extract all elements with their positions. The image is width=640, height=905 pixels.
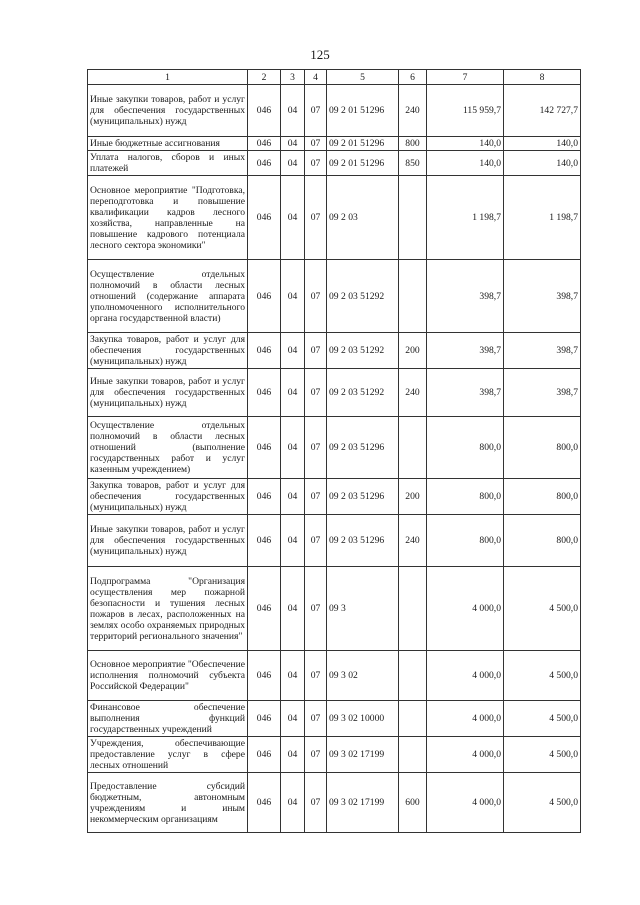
row-target-code: 09 3 02 17199 (327, 773, 399, 833)
row-section: 04 (281, 333, 305, 369)
row-admin-code: 046 (248, 85, 281, 137)
row-target-code: 09 3 02 10000 (327, 701, 399, 737)
row-target-code: 09 2 03 (327, 176, 399, 260)
row-amount-year1: 4 000,0 (427, 651, 504, 701)
row-section: 04 (281, 567, 305, 651)
column-header: 6 (399, 70, 427, 85)
row-target-code: 09 2 03 51296 (327, 417, 399, 479)
table-row (88, 701, 581, 737)
row-amount-year2: 398,7 (504, 333, 581, 369)
row-name: Иные бюджетные ассигнования (88, 137, 248, 151)
row-admin-code: 046 (248, 417, 281, 479)
row-amount-year1: 140,0 (427, 137, 504, 151)
row-admin-code: 046 (248, 333, 281, 369)
row-subsection: 07 (305, 567, 327, 651)
row-amount-year1: 398,7 (427, 333, 504, 369)
row-subsection: 07 (305, 137, 327, 151)
row-section: 04 (281, 417, 305, 479)
row-amount-year1: 140,0 (427, 151, 504, 176)
row-target-code: 09 2 03 51292 (327, 369, 399, 417)
column-header: 5 (327, 70, 399, 85)
row-name: Учреждения, обеспечивающие предоставление услуг в сфере лесных отношений (88, 737, 248, 773)
column-header: 8 (504, 70, 581, 85)
row-amount-year1: 4 000,0 (427, 737, 504, 773)
table-row (88, 137, 581, 151)
row-amount-year1: 398,7 (427, 369, 504, 417)
row-expense-type: 240 (399, 515, 427, 567)
row-subsection: 07 (305, 479, 327, 515)
row-subsection: 07 (305, 515, 327, 567)
table-row (88, 417, 581, 479)
row-target-code: 09 3 02 17199 (327, 737, 399, 773)
row-expense-type: 600 (399, 773, 427, 833)
table-row (88, 176, 581, 260)
table-row (88, 260, 581, 333)
row-section: 04 (281, 701, 305, 737)
column-header: 1 (88, 70, 248, 85)
row-section: 04 (281, 773, 305, 833)
row-name: Финансовое обеспечение выполнения функций государственных учреждений (88, 701, 248, 737)
row-target-code: 09 3 (327, 567, 399, 651)
row-admin-code: 046 (248, 260, 281, 333)
row-section: 04 (281, 151, 305, 176)
row-amount-year1: 800,0 (427, 479, 504, 515)
row-name: Иные закупки товаров, работ и услуг для обеспечения государственных (муниципальных) нужд (88, 369, 248, 417)
row-subsection: 07 (305, 773, 327, 833)
row-section: 04 (281, 515, 305, 567)
row-amount-year1: 4 000,0 (427, 701, 504, 737)
row-target-code: 09 2 03 51292 (327, 333, 399, 369)
row-admin-code: 046 (248, 515, 281, 567)
row-amount-year2: 800,0 (504, 417, 581, 479)
row-admin-code: 046 (248, 479, 281, 515)
row-name: Подпрограмма "Организация осуществления мер пожарной безопасности и тушения лесных пожаров в лесах, расположенных на землях особо охраняемых природных территорий регионального значения" (88, 567, 248, 651)
table-row (88, 333, 581, 369)
row-name: Осуществление отдельных полномочий в области лесных отношений (выполнение государственных работ и услуг казенным учреждением) (88, 417, 248, 479)
row-amount-year1: 800,0 (427, 515, 504, 567)
row-amount-year2: 4 500,0 (504, 701, 581, 737)
row-expense-type (399, 417, 427, 479)
row-name: Иные закупки товаров, работ и услуг для обеспечения государственных (муниципальных) нужд (88, 85, 248, 137)
row-amount-year1: 4 000,0 (427, 567, 504, 651)
row-amount-year2: 140,0 (504, 137, 581, 151)
row-amount-year1: 398,7 (427, 260, 504, 333)
row-amount-year2: 398,7 (504, 260, 581, 333)
row-target-code: 09 2 03 51292 (327, 260, 399, 333)
row-amount-year1: 4 000,0 (427, 773, 504, 833)
row-amount-year2: 140,0 (504, 151, 581, 176)
table-body (88, 85, 581, 833)
row-subsection: 07 (305, 176, 327, 260)
row-admin-code: 046 (248, 369, 281, 417)
row-section: 04 (281, 260, 305, 333)
row-expense-type: 800 (399, 137, 427, 151)
row-amount-year1: 1 198,7 (427, 176, 504, 260)
row-amount-year1: 115 959,7 (427, 85, 504, 137)
row-amount-year2: 800,0 (504, 515, 581, 567)
row-subsection: 07 (305, 417, 327, 479)
row-amount-year2: 4 500,0 (504, 651, 581, 701)
row-amount-year2: 1 198,7 (504, 176, 581, 260)
row-expense-type: 200 (399, 333, 427, 369)
row-admin-code: 046 (248, 737, 281, 773)
row-expense-type: 200 (399, 479, 427, 515)
row-admin-code: 046 (248, 651, 281, 701)
row-section: 04 (281, 651, 305, 701)
row-amount-year2: 4 500,0 (504, 737, 581, 773)
row-amount-year1: 800,0 (427, 417, 504, 479)
budget-table (87, 69, 581, 833)
table-row (88, 773, 581, 833)
row-amount-year2: 4 500,0 (504, 567, 581, 651)
column-header: 7 (427, 70, 504, 85)
row-admin-code: 046 (248, 773, 281, 833)
row-name: Основное мероприятие "Обеспечение исполнения полномочий субъекта Российской Федерации" (88, 651, 248, 701)
row-expense-type (399, 176, 427, 260)
table-row (88, 369, 581, 417)
table-row (88, 479, 581, 515)
row-expense-type (399, 651, 427, 701)
row-subsection: 07 (305, 333, 327, 369)
row-expense-type (399, 701, 427, 737)
row-name: Уплата налогов, сборов и иных платежей (88, 151, 248, 176)
table-row (88, 151, 581, 176)
table-row (88, 651, 581, 701)
row-subsection: 07 (305, 85, 327, 137)
column-header: 4 (305, 70, 327, 85)
row-admin-code: 046 (248, 137, 281, 151)
row-admin-code: 046 (248, 176, 281, 260)
table-row (88, 515, 581, 567)
row-section: 04 (281, 137, 305, 151)
row-expense-type (399, 737, 427, 773)
row-name: Закупка товаров, работ и услуг для обеспечения государственных (муниципальных) нужд (88, 479, 248, 515)
row-expense-type (399, 567, 427, 651)
row-target-code: 09 2 03 51296 (327, 515, 399, 567)
table-row (88, 737, 581, 773)
row-amount-year2: 142 727,7 (504, 85, 581, 137)
row-subsection: 07 (305, 260, 327, 333)
row-expense-type: 240 (399, 85, 427, 137)
row-name: Предоставление субсидий бюджетным, автономным учреждениям и иным некоммерческим организациям (88, 773, 248, 833)
row-amount-year2: 800,0 (504, 479, 581, 515)
row-target-code: 09 2 01 51296 (327, 151, 399, 176)
row-section: 04 (281, 369, 305, 417)
column-header: 3 (281, 70, 305, 85)
row-section: 04 (281, 85, 305, 137)
row-target-code: 09 2 01 51296 (327, 137, 399, 151)
row-subsection: 07 (305, 151, 327, 176)
table-row (88, 567, 581, 651)
row-name: Иные закупки товаров, работ и услуг для обеспечения государственных (муниципальных) нужд (88, 515, 248, 567)
row-name: Основное мероприятие "Подготовка, переподготовка и повышение квалификации кадров лесного хозяйства, направленные на повышение кадрового потенциала лесного сектора экономики" (88, 176, 248, 260)
row-section: 04 (281, 737, 305, 773)
row-expense-type: 850 (399, 151, 427, 176)
page-number: 125 (310, 47, 330, 62)
row-admin-code: 046 (248, 567, 281, 651)
row-admin-code: 046 (248, 151, 281, 176)
row-name: Осуществление отдельных полномочий в области лесных отношений (содержание аппарата уполномоченного исполнительного органа государственной власти) (88, 260, 248, 333)
header-row (88, 70, 581, 85)
row-subsection: 07 (305, 737, 327, 773)
table-row (88, 85, 581, 137)
row-name: Закупка товаров, работ и услуг для обеспечения государственных (муниципальных) нужд (88, 333, 248, 369)
row-target-code: 09 2 03 51296 (327, 479, 399, 515)
row-admin-code: 046 (248, 701, 281, 737)
row-subsection: 07 (305, 701, 327, 737)
row-target-code: 09 3 02 (327, 651, 399, 701)
row-section: 04 (281, 176, 305, 260)
row-subsection: 07 (305, 651, 327, 701)
row-section: 04 (281, 479, 305, 515)
row-amount-year2: 4 500,0 (504, 773, 581, 833)
row-expense-type (399, 260, 427, 333)
row-amount-year2: 398,7 (504, 369, 581, 417)
column-header: 2 (248, 70, 281, 85)
row-target-code: 09 2 01 51296 (327, 85, 399, 137)
row-subsection: 07 (305, 369, 327, 417)
row-expense-type: 240 (399, 369, 427, 417)
